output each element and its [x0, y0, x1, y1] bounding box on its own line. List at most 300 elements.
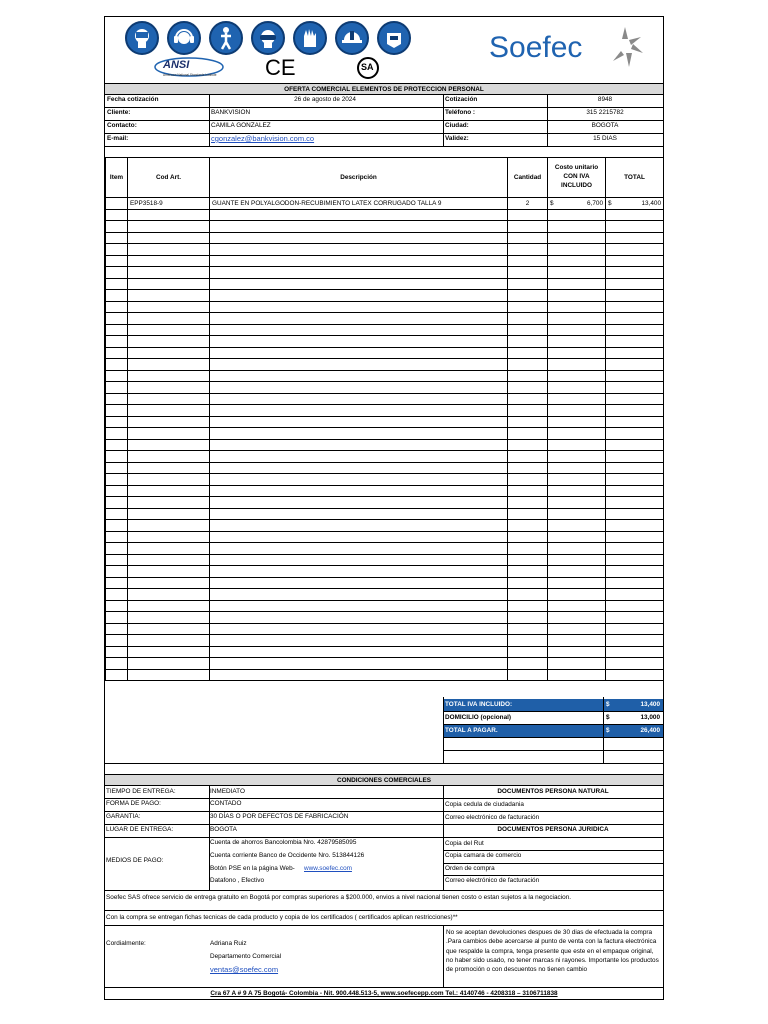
- table-row-empty: [106, 600, 664, 612]
- empty-cell: [606, 462, 664, 474]
- envio-note: Soefec SAS ofrece servicio de entrega gratuito en Bogotá por compras superiores a $200.000, envios a nivel nacional tienen costo o estan sujetos a la negociacion.: [105, 890, 663, 904]
- empty-cell: [210, 531, 508, 543]
- row-total-value: 13,400: [641, 199, 661, 207]
- empty-cell: [210, 600, 508, 612]
- lugar-value: BOGOTA: [210, 826, 237, 833]
- empty-cell: [128, 623, 210, 635]
- empty-cell: [106, 221, 128, 233]
- table-row-empty: [106, 577, 664, 589]
- empty-cell: [508, 347, 548, 359]
- empty-cell: [606, 416, 664, 428]
- signer-name: Adriana Ruiz: [210, 940, 247, 947]
- garantia-value: 30 DÍAS O POR DEFECTOS DE FABRICACIÓN: [210, 813, 349, 820]
- empty-cell: [548, 474, 606, 486]
- table-row-empty: [106, 520, 664, 532]
- empty-cell: [106, 554, 128, 566]
- empty-cell: [128, 497, 210, 509]
- empty-cell: [548, 485, 606, 497]
- validez-label: Validez:: [445, 135, 469, 142]
- empty-cell: [106, 623, 128, 635]
- welding-mask-icon: [377, 21, 411, 55]
- medios-item-2: Botón PSE en la página Web-: [210, 865, 295, 872]
- empty-cell: [606, 267, 664, 279]
- empty-cell: [210, 278, 508, 290]
- empty-cell: [606, 370, 664, 382]
- empty-cell: [548, 623, 606, 635]
- empty-cell: [128, 600, 210, 612]
- empty-cell: [128, 589, 210, 601]
- empty-cell: [508, 382, 548, 394]
- empty-cell: [606, 543, 664, 555]
- row-costo-value: 6,700: [587, 199, 603, 207]
- natural-title: DOCUMENTOS PERSONA NATURAL: [497, 788, 609, 795]
- empty-cell: [106, 347, 128, 359]
- empty-cell: [548, 267, 606, 279]
- table-row-empty: [106, 359, 664, 371]
- empty-cell: [106, 520, 128, 532]
- ce-mark-logo: CE: [265, 55, 296, 80]
- items-table: [105, 157, 664, 681]
- empty-cell: [508, 313, 548, 325]
- empty-cell: [128, 543, 210, 555]
- empty-cell: [128, 382, 210, 394]
- table-row-empty: [106, 336, 664, 348]
- empty-cell: [128, 278, 210, 290]
- ciudad-value: BOGOTA: [591, 122, 619, 129]
- empty-cell: [210, 612, 508, 624]
- empty-cell: [548, 416, 606, 428]
- empty-cell: [548, 370, 606, 382]
- table-row-empty: [106, 209, 664, 221]
- empty-cell: [508, 646, 548, 658]
- empty-cell: [210, 577, 508, 589]
- empty-cell: [606, 255, 664, 267]
- telefono-label: Teléfono :: [445, 109, 476, 116]
- empty-cell: [106, 278, 128, 290]
- table-row-empty: [106, 267, 664, 279]
- ppe-icons-row: [125, 21, 425, 59]
- empty-cell: [106, 566, 128, 578]
- domicilio-currency: $: [606, 714, 610, 721]
- cliente-value: BANKVISION: [211, 109, 251, 116]
- empty-cell: [210, 336, 508, 348]
- empty-cell: [548, 566, 606, 578]
- medios-label: MEDIOS DE PAGO:: [106, 857, 164, 864]
- telefono-value: 315 2215782: [586, 109, 624, 116]
- empty-cell: [128, 336, 210, 348]
- empty-cell: [606, 382, 664, 394]
- empty-cell: [508, 520, 548, 532]
- table-row-empty: [106, 278, 664, 290]
- empty-cell: [508, 393, 548, 405]
- footer-address: Cra 67 A # 9 A 75 Bogotá- Colombia - Nit. 900.448.513-5, www.soefecepp.com Tel.: 4140746 - 4208318 – 3106711838: [105, 987, 663, 999]
- empty-cell: [210, 290, 508, 302]
- empty-cell: [548, 278, 606, 290]
- empty-cell: [106, 543, 128, 555]
- natural-item-0: Copia cedula de ciudadania: [445, 801, 524, 808]
- empty-cell: [106, 244, 128, 256]
- empty-cell: [606, 359, 664, 371]
- juridica-item-1: Copia camara de comercio: [445, 852, 522, 859]
- empty-cell: [106, 382, 128, 394]
- empty-cell: [606, 244, 664, 256]
- empty-cell: [106, 301, 128, 313]
- empty-cell: [106, 497, 128, 509]
- medios-item-1: Cuenta corriente Banco de Occidente Nro. 513844126: [210, 852, 365, 859]
- empty-cell: [508, 635, 548, 647]
- empty-cell: [606, 646, 664, 658]
- empty-cell: [128, 255, 210, 267]
- empty-cell: [106, 267, 128, 279]
- empty-cell: [106, 255, 128, 267]
- empty-cell: [210, 416, 508, 428]
- empty-cell: [128, 646, 210, 658]
- empty-cell: [548, 462, 606, 474]
- empty-cell: [548, 359, 606, 371]
- empty-cell: [106, 474, 128, 486]
- empty-cell: [106, 646, 128, 658]
- empty-cell: [548, 497, 606, 509]
- ciudad-label: Ciudad:: [445, 122, 469, 129]
- empty-cell: [106, 336, 128, 348]
- table-row-empty: [106, 531, 664, 543]
- quote-info-block: [105, 95, 663, 147]
- validez-value: 15 DIAS: [593, 135, 617, 142]
- empty-cell: [128, 520, 210, 532]
- empty-cell: [128, 566, 210, 578]
- empty-cell: [128, 313, 210, 325]
- empty-cell: [606, 232, 664, 244]
- empty-cell: [508, 612, 548, 624]
- table-row-empty: [106, 313, 664, 325]
- empty-cell: [106, 313, 128, 325]
- empty-cell: [548, 405, 606, 417]
- empty-cell: [548, 646, 606, 658]
- empty-cell: [128, 658, 210, 670]
- empty-cell: [548, 290, 606, 302]
- empty-cell: [106, 405, 128, 417]
- table-row-empty: [106, 669, 664, 681]
- row-cod: EPP3518-9: [128, 198, 210, 210]
- empty-cell: [606, 324, 664, 336]
- empty-cell: [508, 267, 548, 279]
- face-shield-icon: [125, 21, 159, 55]
- empty-cell: [508, 497, 548, 509]
- empty-cell: [128, 290, 210, 302]
- empty-cell: [128, 428, 210, 440]
- empty-cell: [606, 497, 664, 509]
- empty-cell: [606, 623, 664, 635]
- conditions-title: CONDICIONES COMERCIALES: [105, 774, 663, 786]
- header-total: TOTAL: [606, 158, 664, 198]
- empty-cell: [106, 612, 128, 624]
- empty-cell: [128, 416, 210, 428]
- empty-cell: [548, 221, 606, 233]
- empty-cell: [508, 244, 548, 256]
- empty-cell: [548, 382, 606, 394]
- header-descripcion: Descripción: [210, 158, 508, 198]
- totals-block: [105, 697, 663, 763]
- table-row-empty: [106, 324, 664, 336]
- empty-cell: [508, 669, 548, 681]
- empty-cell: [128, 405, 210, 417]
- table-row-empty: [106, 462, 664, 474]
- empty-cell: [128, 267, 210, 279]
- empty-cell: [128, 669, 210, 681]
- empty-cell: [210, 566, 508, 578]
- header-cantidad: Cantidad: [508, 158, 548, 198]
- empty-cell: [508, 589, 548, 601]
- empty-cell: [210, 301, 508, 313]
- hearing-protection-icon: [167, 21, 201, 55]
- table-row-empty: [106, 347, 664, 359]
- empty-cell: [508, 336, 548, 348]
- empty-cell: [548, 428, 606, 440]
- empty-cell: [606, 485, 664, 497]
- row-descripcion: GUANTE EN POLYALGODON-RECUBIMIENTO LATEX CORRUGADO TALLA 9: [210, 198, 508, 210]
- fecha-value: 26 de agosto de 2024: [294, 96, 356, 103]
- empty-cell: [548, 589, 606, 601]
- empty-cell: [606, 508, 664, 520]
- empty-cell: [210, 485, 508, 497]
- total-pagar-currency: $: [606, 727, 610, 734]
- empty-cell: [508, 359, 548, 371]
- empty-cell: [508, 232, 548, 244]
- row-item: [106, 198, 128, 210]
- empty-cell: [508, 301, 548, 313]
- empty-cell: [128, 485, 210, 497]
- empty-cell: [606, 347, 664, 359]
- csa-logo-text: SA: [361, 62, 374, 72]
- empty-cell: [508, 370, 548, 382]
- empty-cell: [106, 324, 128, 336]
- empty-cell: [106, 589, 128, 601]
- empty-cell: [606, 428, 664, 440]
- empty-cell: [606, 600, 664, 612]
- empty-cell: [106, 428, 128, 440]
- table-row-empty: [106, 508, 664, 520]
- empty-cell: [210, 658, 508, 670]
- empty-cell: [210, 370, 508, 382]
- empty-cell: [508, 485, 548, 497]
- empty-cell: [508, 405, 548, 417]
- empty-cell: [210, 313, 508, 325]
- table-row: [106, 198, 664, 210]
- contacto-label: Contacto:: [107, 122, 137, 129]
- table-row-empty: [106, 451, 664, 463]
- empty-cell: [606, 566, 664, 578]
- empty-cell: [106, 600, 128, 612]
- header-item: Item: [106, 158, 128, 198]
- tiempo-label: TIEMPO DE ENTREGA:: [106, 788, 176, 795]
- empty-cell: [128, 209, 210, 221]
- empty-cell: [548, 543, 606, 555]
- empty-cell: [548, 554, 606, 566]
- empty-cell: [606, 278, 664, 290]
- soefec-web-link[interactable]: www.soefec.com: [304, 865, 352, 872]
- empty-cell: [508, 416, 548, 428]
- empty-cell: [548, 508, 606, 520]
- cotizacion-value: 8948: [597, 96, 613, 103]
- empty-cell: [210, 646, 508, 658]
- conditions-block: [105, 786, 663, 884]
- empty-cell: [106, 439, 128, 451]
- contacto-value: CAMILA GONZALEZ: [211, 122, 271, 129]
- empty-cell: [106, 508, 128, 520]
- empty-cell: [210, 462, 508, 474]
- empty-cell: [128, 301, 210, 313]
- empty-cell: [210, 520, 508, 532]
- empty-cell: [606, 554, 664, 566]
- empty-cell: [606, 589, 664, 601]
- domicilio-value: 13,000: [640, 714, 660, 721]
- empty-cell: [508, 255, 548, 267]
- empty-cell: [106, 635, 128, 647]
- empty-cell: [548, 336, 606, 348]
- empty-cell: [606, 209, 664, 221]
- empty-cell: [128, 232, 210, 244]
- empty-cell: [210, 232, 508, 244]
- empty-cell: [210, 428, 508, 440]
- empty-cell: [210, 474, 508, 486]
- email-link[interactable]: cgonzalez@bankvision.com.co: [211, 134, 315, 143]
- empty-cell: [128, 370, 210, 382]
- ventas-email-link[interactable]: ventas@soefec.com: [210, 965, 279, 974]
- cliente-label: Cliente:: [107, 109, 131, 116]
- ansi-logo-text: ANSI: [163, 59, 190, 71]
- empty-cell: [548, 232, 606, 244]
- empty-cell: [210, 554, 508, 566]
- empty-cell: [548, 324, 606, 336]
- medios-item-0: Cuenta de ahorros Bancolombia Nro. 42879585095: [210, 839, 357, 846]
- empty-cell: [128, 474, 210, 486]
- empty-cell: [128, 577, 210, 589]
- empty-cell: [106, 485, 128, 497]
- empty-cell: [508, 451, 548, 463]
- empty-cell: [210, 635, 508, 647]
- empty-cell: [106, 393, 128, 405]
- empty-cell: [548, 393, 606, 405]
- empty-cell: [106, 370, 128, 382]
- empty-cell: [606, 658, 664, 670]
- empty-cell: [106, 669, 128, 681]
- empty-cell: [210, 497, 508, 509]
- empty-cell: [548, 635, 606, 647]
- harness-icon: [209, 21, 243, 55]
- empty-cell: [508, 623, 548, 635]
- table-row-empty: [106, 255, 664, 267]
- table-row-empty: [106, 370, 664, 382]
- cordialmente-label: Cordialmente:: [106, 940, 146, 947]
- table-row-empty: [106, 497, 664, 509]
- empty-cell: [508, 439, 548, 451]
- domicilio-label: DOMICILIO (opcional): [445, 714, 512, 721]
- empty-cell: [210, 589, 508, 601]
- tiempo-value: INMEDIATO: [210, 788, 245, 795]
- table-row-empty: [106, 623, 664, 635]
- empty-cell: [606, 612, 664, 624]
- ansi-logo-subtext: American National Standards Institute: [163, 73, 217, 77]
- row-total-currency: $: [608, 199, 612, 207]
- juridica-item-2: Orden de compra: [445, 865, 495, 872]
- empty-cell: [548, 612, 606, 624]
- empty-cell: [508, 531, 548, 543]
- total-iva-currency: $: [606, 701, 610, 708]
- empty-cell: [508, 324, 548, 336]
- fecha-label: Fecha cotización: [107, 96, 159, 103]
- empty-cell: [210, 324, 508, 336]
- empty-cell: [606, 301, 664, 313]
- empty-cell: [606, 474, 664, 486]
- medios-item-3: Datafono , Efectivo: [210, 877, 264, 884]
- cotizacion-label: Cotización: [445, 96, 478, 103]
- empty-cell: [128, 324, 210, 336]
- table-row-empty: [106, 232, 664, 244]
- empty-cell: [548, 451, 606, 463]
- row-costo-currency: $: [550, 199, 554, 207]
- empty-cell: [606, 577, 664, 589]
- empty-cell: [606, 290, 664, 302]
- empty-cell: [210, 623, 508, 635]
- forma-value: CONTADO: [210, 800, 242, 807]
- safety-goggles-icon: [251, 21, 285, 55]
- signature-block: [105, 925, 663, 987]
- empty-cell: [548, 439, 606, 451]
- total-pagar-label: TOTAL A PAGAR.: [443, 725, 603, 737]
- empty-cell: [210, 359, 508, 371]
- table-row-empty: [106, 612, 664, 624]
- soefec-logo: Soefec: [489, 31, 583, 64]
- juridica-title: DOCUMENTOS PERSONA JURIDICA: [497, 826, 609, 833]
- header-costo-unitario: Costo unitario CON IVA INCLUIDO: [548, 158, 606, 198]
- empty-cell: [210, 382, 508, 394]
- empty-cell: [508, 474, 548, 486]
- table-row-empty: [106, 221, 664, 233]
- empty-cell: [606, 405, 664, 417]
- empty-cell: [508, 462, 548, 474]
- empty-cell: [106, 359, 128, 371]
- empty-cell: [106, 451, 128, 463]
- total-iva-label: TOTAL IVA INCLUIDO:: [443, 699, 603, 711]
- ansi-logo: [153, 57, 225, 81]
- empty-cell: [548, 301, 606, 313]
- empty-cell: [128, 554, 210, 566]
- table-row-empty: [106, 244, 664, 256]
- empty-cell: [106, 577, 128, 589]
- total-pagar-value-cell: [603, 725, 663, 737]
- table-row-empty: [106, 543, 664, 555]
- document-title: OFERTA COMERCIAL ELEMENTOS DE PROTECCION PERSONAL: [105, 83, 663, 95]
- empty-cell: [128, 462, 210, 474]
- table-row-empty: [106, 646, 664, 658]
- empty-cell: [548, 600, 606, 612]
- lugar-label: LUGAR DE ENTREGA:: [106, 826, 174, 833]
- empty-cell: [548, 313, 606, 325]
- empty-cell: [606, 336, 664, 348]
- table-row-empty: [106, 589, 664, 601]
- empty-cell: [606, 451, 664, 463]
- empty-cell: [210, 347, 508, 359]
- empty-cell: [548, 669, 606, 681]
- juridica-item-0: Copia del Rut: [445, 840, 484, 847]
- empty-cell: [128, 531, 210, 543]
- table-row-empty: [106, 405, 664, 417]
- table-row-empty: [106, 393, 664, 405]
- empty-cell: [606, 669, 664, 681]
- table-row-empty: [106, 301, 664, 313]
- empty-cell: [210, 267, 508, 279]
- row-costo: [548, 198, 606, 210]
